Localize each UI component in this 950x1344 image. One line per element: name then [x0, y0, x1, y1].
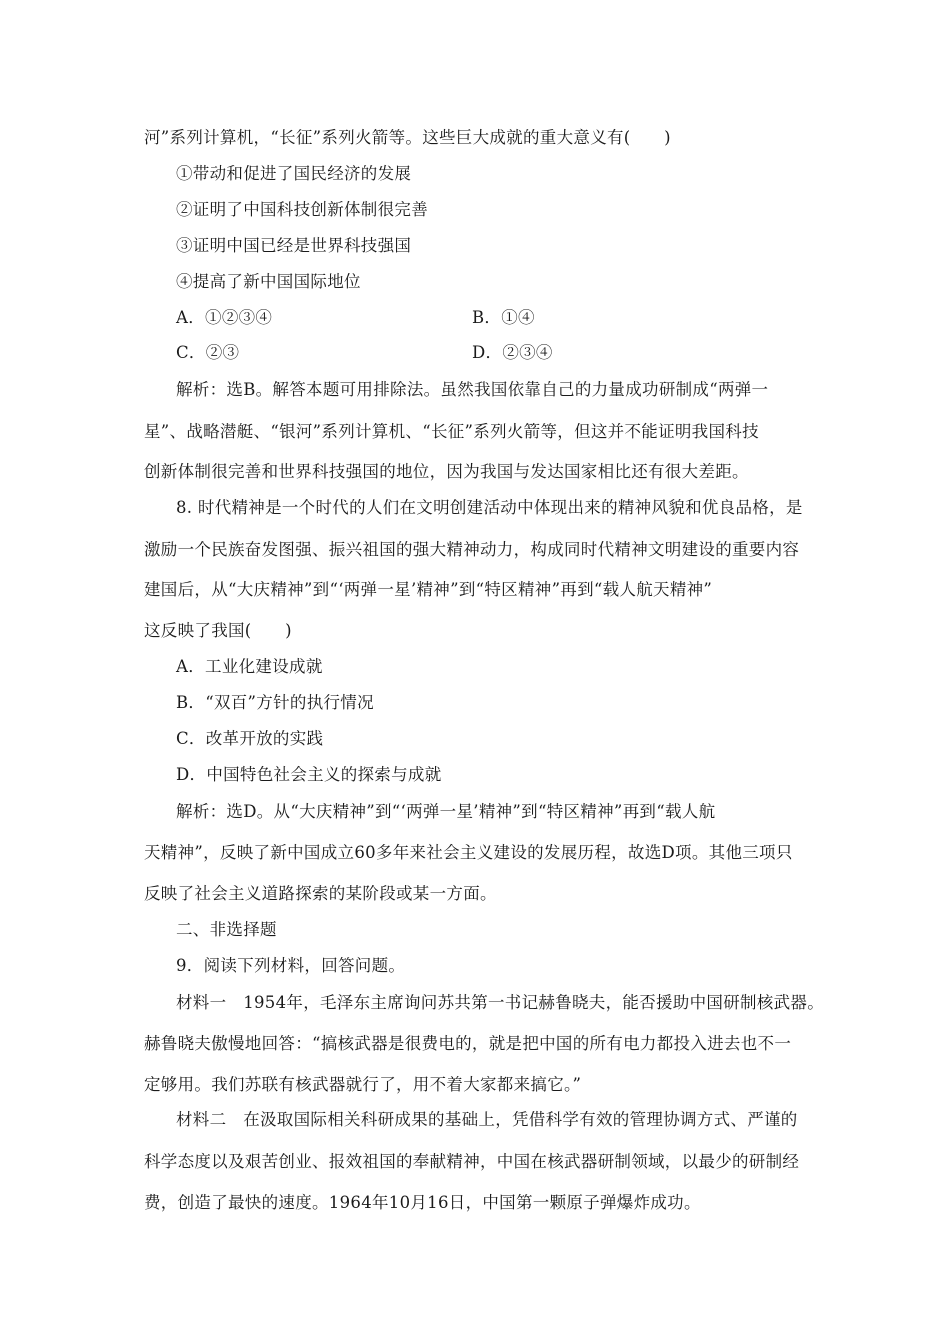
q7-item-4: ④提高了新中国国际地位: [176, 272, 361, 291]
q8-stem-line-1: 8. 时代精神是一个时代的人们在文明创建活动中体现出来的精神风貌和优良品格，是: [176, 498, 803, 517]
q8-option-c: C．改革开放的实践: [176, 729, 324, 748]
q8-analysis-line-2: 天精神”，反映了新中国成立60多年来社会主义建设的发展历程，故选D项。其他三项只: [144, 843, 793, 862]
q9-material1-line-3: 定够用。我们苏联有核武器就行了，用不着大家都来搞它。”: [144, 1075, 582, 1094]
q9-stem: 9．阅读下列材料，回答问题。: [176, 956, 406, 975]
q8-stem-line-4: 这反映了我国( ): [144, 621, 292, 640]
q9-material2-line-1: 材料二 在汲取国际相关科研成果的基础上，凭借科学有效的管理协调方式、严谨的: [176, 1110, 798, 1129]
q7-stem-tail: 河”系列计算机，“长征”系列火箭等。这些巨大成就的重大意义有( ): [144, 128, 671, 147]
q8-option-a: A．工业化建设成就: [176, 657, 323, 676]
q8-analysis-line-3: 反映了社会主义道路探索的某阶段或某一方面。: [144, 884, 497, 903]
q7-option-d: D．②③④: [472, 343, 553, 362]
q7-option-c: C．②③: [176, 343, 240, 362]
q7-option-b: B．①④: [472, 308, 535, 327]
q9-material1-line-1: 材料一 1954年，毛泽东主席询问苏共第一书记赫鲁晓夫，能否援助中国研制核武器。: [176, 993, 824, 1012]
q7-option-a: A．①②③④: [176, 308, 273, 327]
q8-option-b: B．“双百”方针的执行情况: [176, 693, 374, 712]
q7-item-3: ③证明中国已经是世界科技强国: [176, 236, 412, 255]
q7-analysis-line-1: 解析：选B。解答本题可用排除法。虽然我国依靠自己的力量成功研制成“两弹一: [176, 380, 769, 399]
q7-analysis-line-2: 星”、战略潜艇、“银河”系列计算机、“长征”系列火箭等，但这并不能证明我国科技: [144, 422, 759, 441]
q9-material2-line-3: 费，创造了最快的速度。1964年10月16日，中国第一颗原子弹爆炸成功。: [144, 1193, 701, 1212]
q9-material1-line-2: 赫鲁晓夫傲慢地回答：“搞核武器是很费电的，就是把中国的所有电力都投入进去也不一: [144, 1034, 792, 1053]
q8-stem-line-3: 建国后，从“大庆精神”到“‘两弹一星’精神”到“特区精神”再到“载人航天精神”: [144, 580, 713, 599]
q7-item-1: ①带动和促进了国民经济的发展: [176, 164, 412, 183]
q8-option-d: D．中国特色社会主义的探索与成就: [176, 765, 442, 784]
q7-item-2: ②证明了中国科技创新体制很完善: [176, 200, 428, 219]
q8-stem-line-2: 激励一个民族奋发图强、振兴祖国的强大精神动力，构成同时代精神文明建设的重要内容: [144, 540, 800, 559]
q9-material2-line-2: 科学态度以及艰苦创业、报效祖国的奉献精神，中国在核武器研制领域，以最少的研制经: [144, 1152, 800, 1171]
q8-analysis-line-1: 解析：选D。从“大庆精神”到“‘两弹一星’精神”到“特区精神”再到“载人航: [176, 802, 716, 821]
q7-analysis-line-3: 创新体制很完善和世界科技强国的地位，因为我国与发达国家相比还有很大差距。: [144, 462, 749, 481]
section-heading: 二、非选择题: [176, 920, 277, 939]
